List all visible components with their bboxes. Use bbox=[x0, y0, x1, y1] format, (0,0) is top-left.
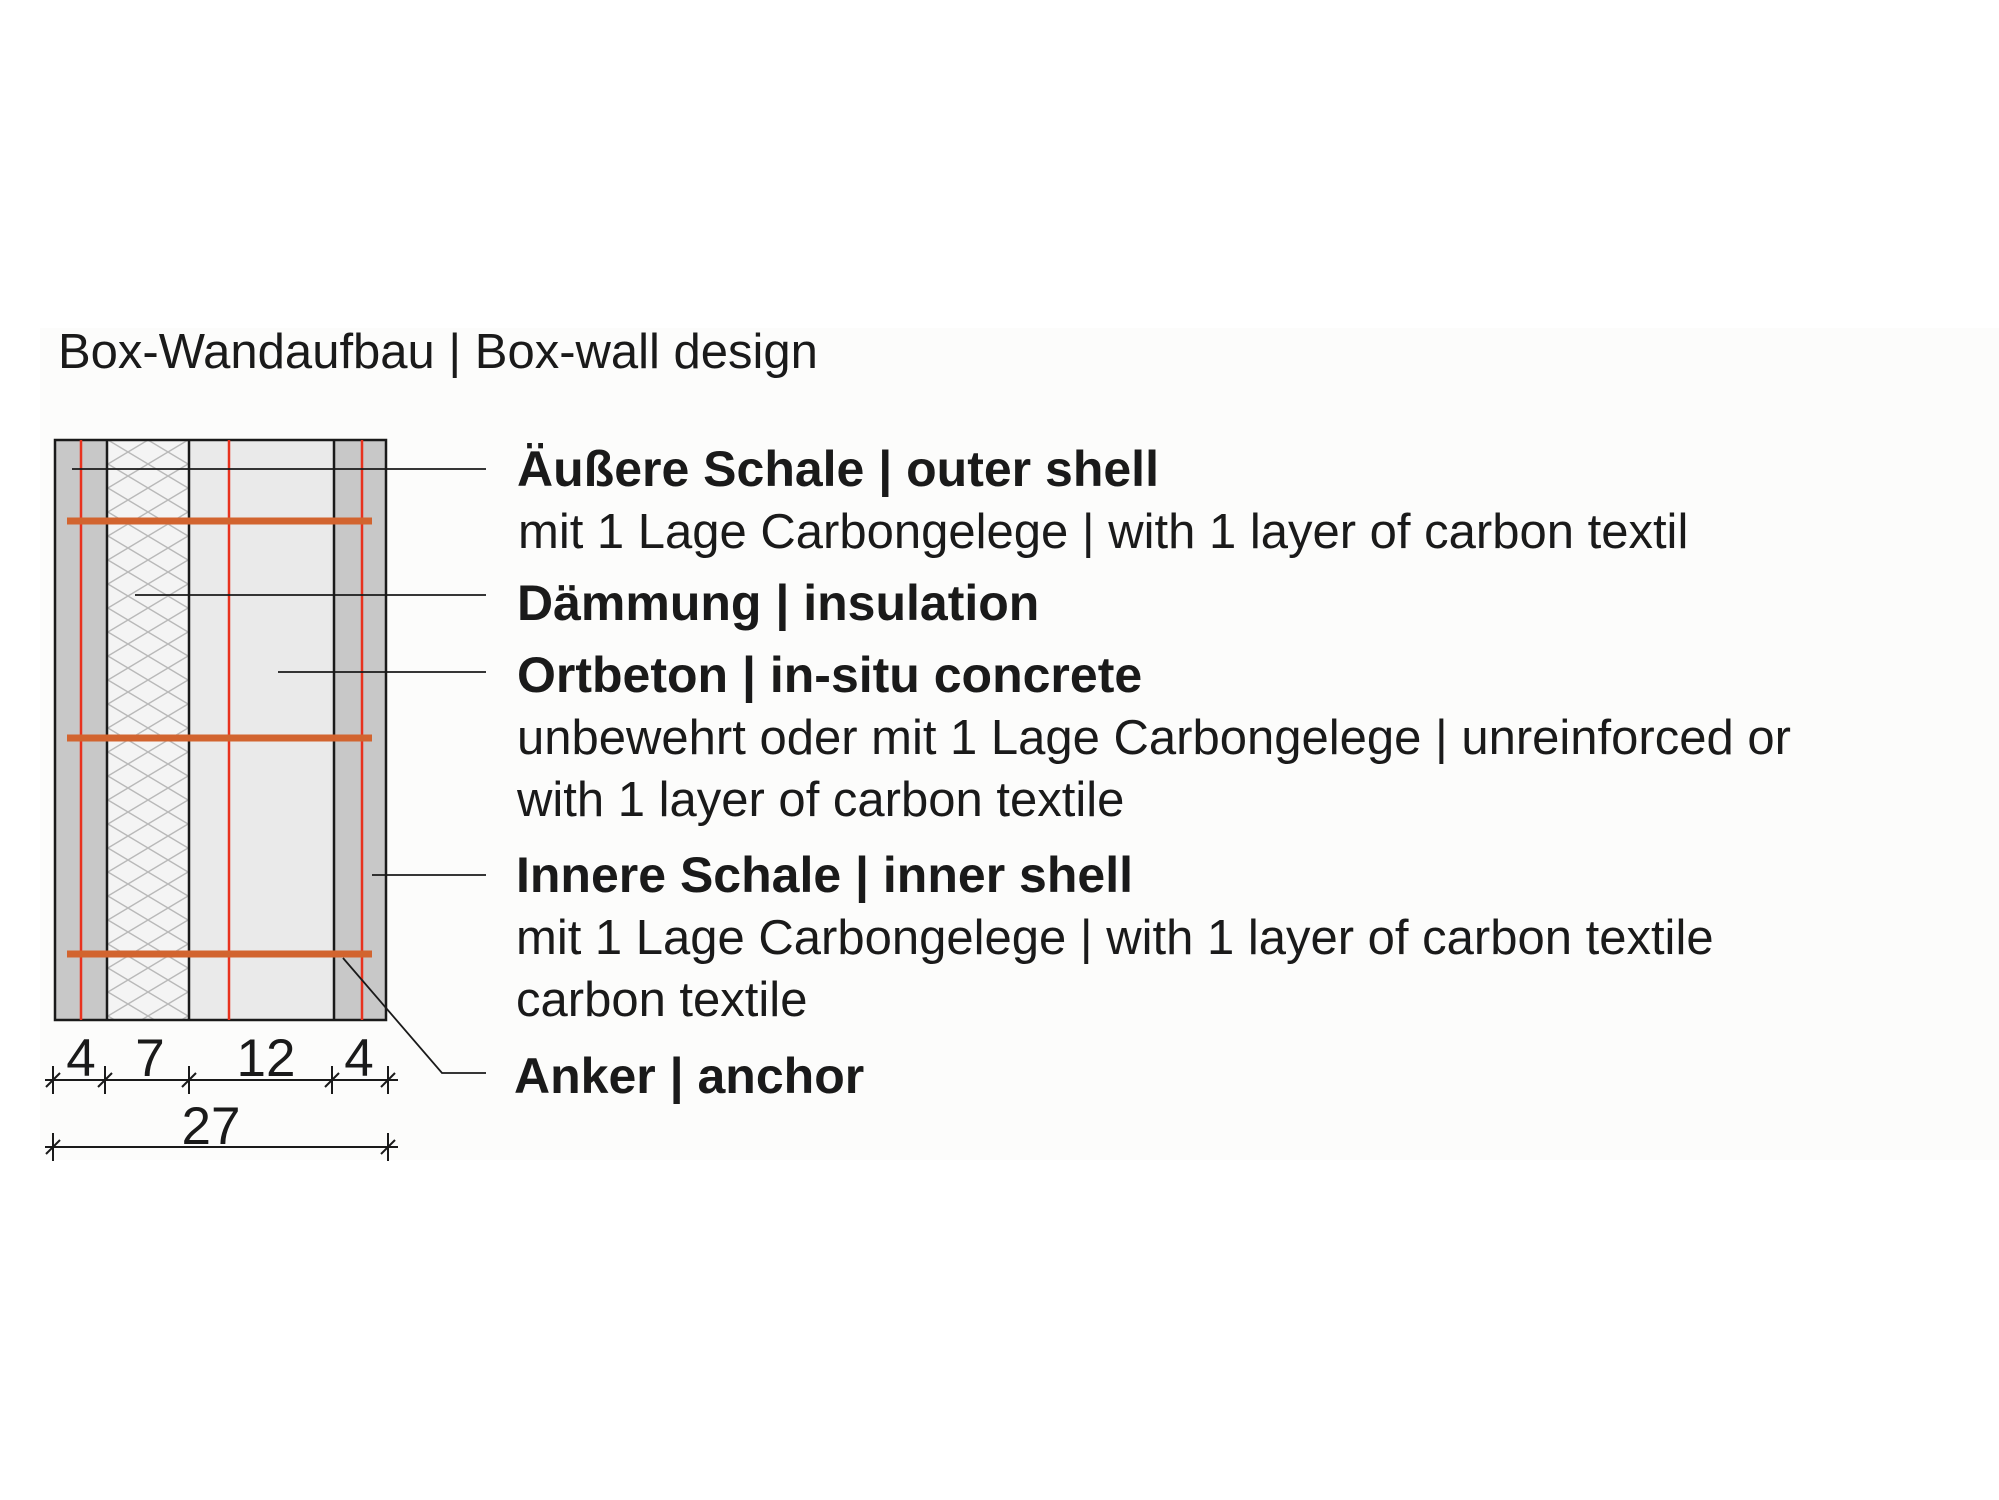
dimension-outer-shell: 4 bbox=[66, 1029, 96, 1088]
label-insulation-heading: Dämmung | insulation bbox=[517, 575, 1040, 631]
label-outer-shell-note: mit 1 Lage Carbongelege | with 1 layer of carbon textil bbox=[518, 505, 1689, 559]
dimension-concrete: 12 bbox=[236, 1029, 296, 1088]
dimension-insulation: 7 bbox=[135, 1029, 165, 1088]
concrete-layer bbox=[189, 440, 334, 1020]
label-concrete-note-1: unbewehrt oder mit 1 Lage Carbongelege | unreinforced or bbox=[517, 711, 1791, 765]
label-inner-shell-heading: Innere Schale | inner shell bbox=[516, 847, 1133, 903]
layer-labels bbox=[514, 441, 1791, 1105]
insulation-hatch bbox=[108, 440, 188, 1020]
inner-shell-layer bbox=[334, 440, 386, 1020]
label-concrete-heading: Ortbeton | in-situ concrete bbox=[517, 647, 1143, 703]
label-inner-shell-note-2: carbon textile bbox=[516, 973, 808, 1027]
label-concrete-note-2: with 1 layer of carbon textile bbox=[517, 773, 1125, 827]
diagram-title: Box-Wandaufbau | Box-wall design bbox=[58, 325, 818, 379]
dimension-total: 27 bbox=[181, 1097, 241, 1156]
label-outer-shell-heading: Äußere Schale | outer shell bbox=[517, 441, 1159, 497]
dimension-chain bbox=[45, 1029, 398, 1161]
label-inner-shell-note-1: mit 1 Lage Carbongelege | with 1 layer of carbon textile bbox=[516, 911, 1714, 965]
label-anchor-heading: Anker | anchor bbox=[514, 1048, 865, 1104]
wall-section bbox=[55, 440, 386, 1020]
dimension-inner-shell: 4 bbox=[344, 1029, 374, 1088]
